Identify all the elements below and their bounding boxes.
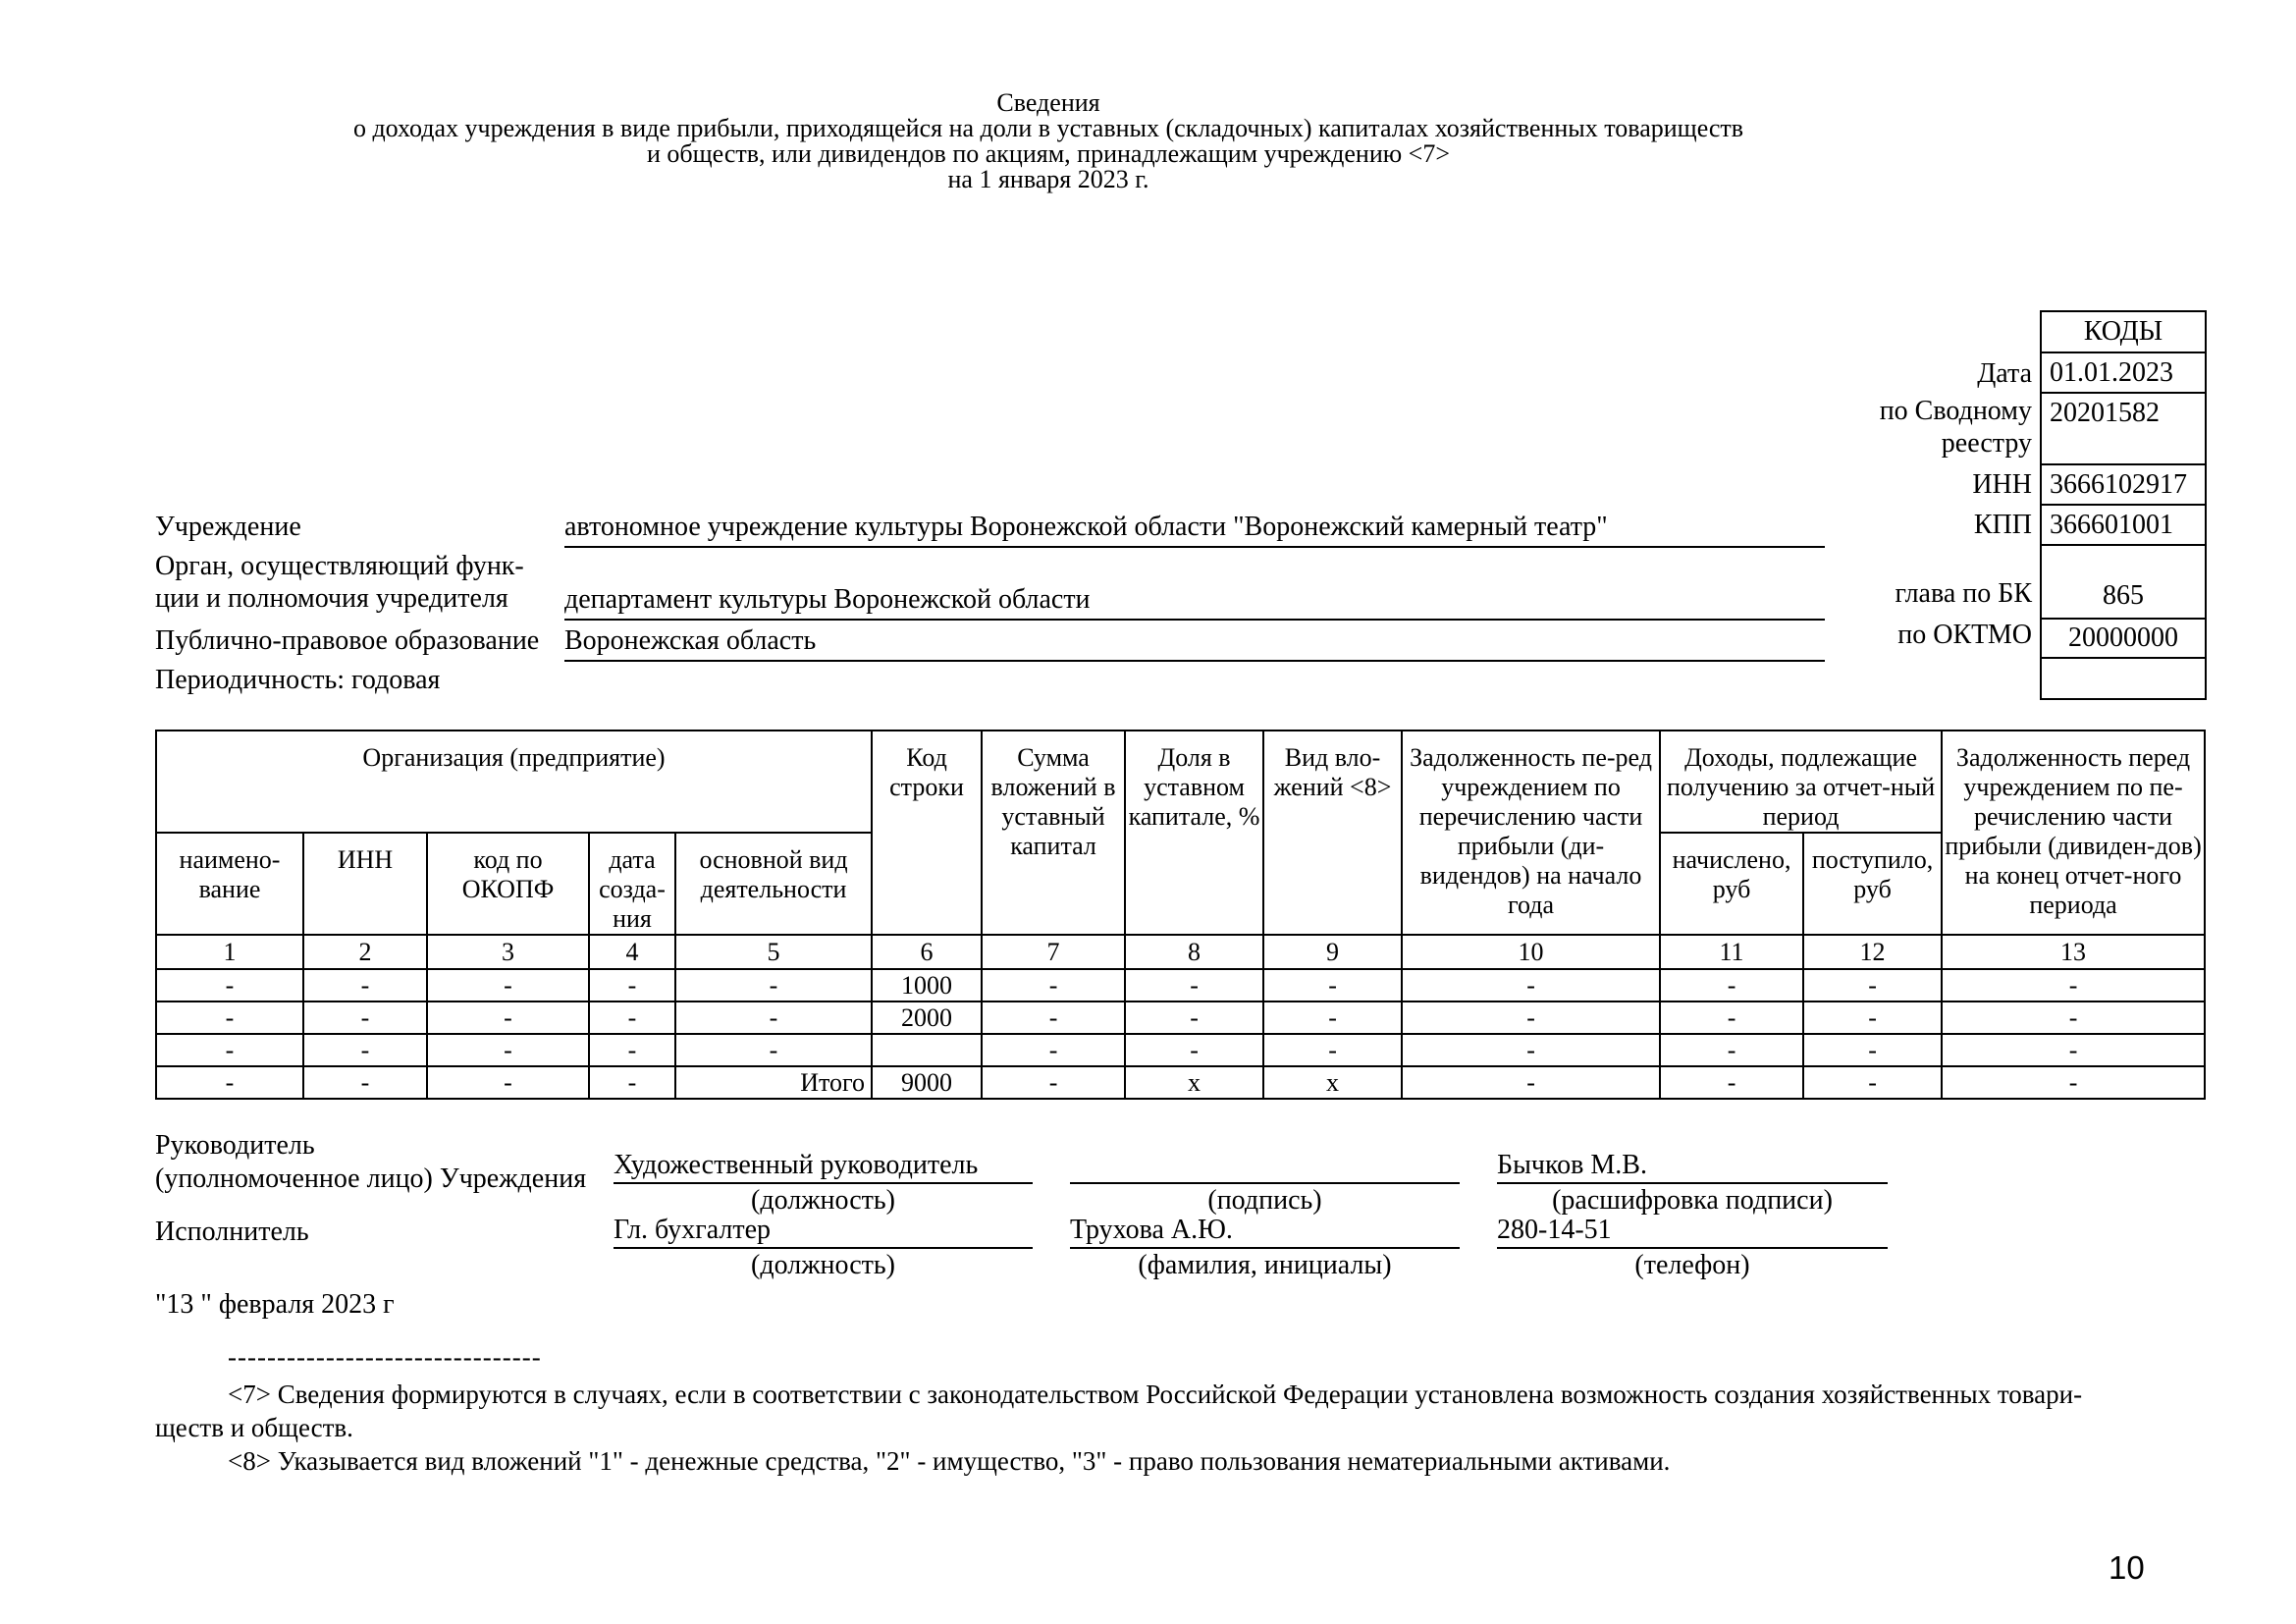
header-creation-date: дата созда-ния — [589, 833, 675, 935]
codes-table — [2040, 310, 2207, 700]
cell: - — [1125, 1001, 1263, 1034]
document-title — [0, 90, 2097, 192]
cell: - — [1803, 1034, 1942, 1066]
code-bk-label: глава по БК — [1895, 578, 2032, 609]
col-number: 2 — [303, 935, 427, 969]
cell: - — [675, 1001, 872, 1034]
cell: - — [1402, 1034, 1660, 1066]
col-number: 12 — [1803, 935, 1942, 969]
col-number: 9 — [1263, 935, 1402, 969]
header-organization-group: Организация (предприятие) — [156, 731, 872, 833]
header-name: наимено-вание — [156, 833, 303, 935]
cell: - — [1402, 1066, 1660, 1099]
code-svod-value: 20201582 — [2041, 393, 2206, 464]
cell: - — [1660, 1066, 1803, 1099]
cell: - — [589, 1001, 675, 1034]
cell: - — [589, 969, 675, 1001]
cell: - — [1402, 1001, 1660, 1034]
header-share: Доля в уставном капитале, % — [1125, 731, 1263, 935]
position-caption: (должность) — [751, 1250, 895, 1280]
cell: - — [303, 969, 427, 1001]
table-row — [156, 969, 2205, 1001]
cell-row-code — [872, 1034, 982, 1066]
code-inn-label: ИНН — [1972, 469, 2032, 500]
phone-caption: (телефон) — [1634, 1250, 1750, 1280]
header-row-code: Код строки — [872, 731, 982, 935]
public-entity-value: Воронежская область — [564, 623, 1825, 662]
executor-phone-value: 280-14-51 — [1497, 1214, 1888, 1249]
cell: - — [589, 1066, 675, 1099]
page-number: 10 — [2109, 1549, 2145, 1586]
head-position-value: Художественный руководитель — [614, 1149, 1033, 1184]
header-debt-end: Задолженность перед учреждением по пе-речислению части прибыли (дивиден-дов) на конец отчет-ного периода — [1942, 731, 2205, 935]
col-number: 10 — [1402, 935, 1660, 969]
header-debt-begin: Задолженность пе-ред учреждением по перечислению части прибыли (ди-видендов) на начало года — [1402, 731, 1660, 935]
cell: - — [1402, 969, 1660, 1001]
header-received: поступило, руб — [1803, 833, 1942, 935]
title-line-3: и обществ, или дивидендов по акциям, принадлежащим учреждению <7> — [646, 139, 1451, 168]
institution-label: Учреждение — [155, 512, 301, 542]
table-row — [156, 1034, 2205, 1066]
cell: - — [1263, 1001, 1402, 1034]
cell: - — [1942, 969, 2205, 1001]
cell: - — [1803, 1066, 1942, 1099]
cell: - — [156, 1001, 303, 1034]
col-number: 3 — [427, 935, 589, 969]
col-number: 7 — [982, 935, 1125, 969]
col-number: 8 — [1125, 935, 1263, 969]
title-line-2: о доходах учреждения в виде прибыли, приходящейся на доли в уставных (складочных) капиталах хозяйственных товариществ — [352, 114, 1744, 142]
cell: - — [982, 1066, 1125, 1099]
code-inn-value: 3666102917 — [2041, 464, 2206, 505]
institution-value: автономное учреждение культуры Воронежской области "Воронежский камерный театр" — [564, 509, 1825, 548]
founder-label-line-2: ции и полномочия учредителя — [155, 583, 508, 614]
investments-table — [155, 730, 2206, 1100]
founder-label — [155, 550, 616, 615]
footnote-7-line-2: ществ и обществ. — [155, 1413, 353, 1442]
cell: - — [156, 969, 303, 1001]
cell: - — [427, 1001, 589, 1034]
cell: - — [303, 1034, 427, 1066]
signature-line — [1070, 1149, 1460, 1184]
header-investment-sum: Сумма вложений в уставный капитал — [982, 731, 1125, 935]
public-entity-label: Публично-правовое образование — [155, 625, 540, 656]
cell: - — [427, 969, 589, 1001]
cell: - — [156, 1034, 303, 1066]
founder-value: департамент культуры Воронежской области — [564, 581, 1825, 621]
total-label: Итого — [675, 1066, 872, 1099]
table-row-total — [156, 1066, 2205, 1099]
cell: - — [303, 1001, 427, 1034]
footnote-7-line-1: <7> Сведения формируются в случаях, если в соответствии с законодательством Российской Федерации установлена возможность создания хозяйственных товари- — [228, 1380, 2083, 1409]
cell: x — [1263, 1066, 1402, 1099]
code-oktmo-value: 20000000 — [2041, 619, 2206, 658]
header-accrued: начислено, руб — [1660, 833, 1803, 935]
cell: x — [1125, 1066, 1263, 1099]
codes-header: КОДЫ — [2041, 311, 2206, 352]
executor-name-value: Трухова А.Ю. — [1070, 1214, 1460, 1249]
cell: - — [1803, 1001, 1942, 1034]
header-inn: ИНН — [303, 833, 427, 935]
cell: - — [1803, 969, 1942, 1001]
signature-caption: (подпись) — [1207, 1185, 1322, 1216]
cell: - — [982, 969, 1125, 1001]
cell: - — [427, 1034, 589, 1066]
cell: - — [427, 1066, 589, 1099]
cell-row-code: 9000 — [872, 1066, 982, 1099]
header-okopf: код по ОКОПФ — [427, 833, 589, 935]
code-date-label: Дата — [1977, 358, 2032, 389]
code-kpp-value: 366601001 — [2041, 505, 2206, 545]
cell: - — [982, 1034, 1125, 1066]
executor-label: Исполнитель — [155, 1217, 309, 1247]
cell: - — [589, 1034, 675, 1066]
title-line-1: Сведения — [996, 88, 1100, 117]
code-bk-value: 865 — [2041, 545, 2206, 619]
col-number: 6 — [872, 935, 982, 969]
header-investment-type: Вид вло-жений <8> — [1263, 731, 1402, 935]
code-oktmo-label: по ОКТМО — [1897, 620, 2032, 650]
cell: - — [156, 1066, 303, 1099]
cell-row-code: 2000 — [872, 1001, 982, 1034]
cell: - — [982, 1001, 1125, 1034]
cell: - — [1125, 1034, 1263, 1066]
cell: - — [1942, 1066, 2205, 1099]
cell: - — [1942, 1034, 2205, 1066]
code-empty-cell — [2041, 658, 2206, 699]
cell: - — [1660, 969, 1803, 1001]
founder-label-line-1: Орган, осуществляющий функ- — [155, 551, 524, 581]
cell: - — [303, 1066, 427, 1099]
footnote-separator: -------------------------------- — [228, 1342, 542, 1372]
footnote-8: <8> Указывается вид вложений "1" - денежные средства, "2" - имущество, "3" - право пользования нематериальными активами. — [228, 1446, 1671, 1476]
title-line-4: на 1 января 2023 г. — [947, 165, 1149, 193]
header-activity: основной вид деятельности — [675, 833, 872, 935]
cell: - — [1263, 969, 1402, 1001]
head-label-line-1: Руководитель — [155, 1130, 315, 1161]
head-name-value: Бычков М.В. — [1497, 1149, 1888, 1184]
col-number: 4 — [589, 935, 675, 969]
cell: - — [1263, 1034, 1402, 1066]
cell: - — [1125, 969, 1263, 1001]
code-svod-label: по Сводному реестру — [1879, 396, 2032, 459]
cell: - — [1660, 1001, 1803, 1034]
document-date: "13 " февраля 2023 г — [155, 1289, 395, 1320]
cell-row-code: 1000 — [872, 969, 982, 1001]
family-caption: (фамилия, инициалы) — [1138, 1250, 1392, 1280]
cell: - — [675, 1034, 872, 1066]
executor-position-value: Гл. бухгалтер — [614, 1214, 1033, 1249]
col-number: 1 — [156, 935, 303, 969]
col-number: 13 — [1942, 935, 2205, 969]
column-number-row — [156, 935, 2205, 969]
col-number: 11 — [1660, 935, 1803, 969]
header-income-group: Доходы, подлежащие получению за отчет-ный период — [1660, 731, 1942, 833]
name-caption: (расшифровка подписи) — [1552, 1185, 1833, 1216]
col-number: 5 — [675, 935, 872, 969]
cell: - — [1942, 1001, 2205, 1034]
table-row — [156, 1001, 2205, 1034]
cell: - — [675, 969, 872, 1001]
head-label-line-2: (уполномоченное лицо) Учреждения — [155, 1164, 587, 1194]
position-caption: (должность) — [751, 1185, 895, 1216]
code-kpp-label: КПП — [1973, 510, 2032, 540]
code-date-value: 01.01.2023 — [2041, 352, 2206, 393]
periodicity-label: Периодичность: годовая — [155, 665, 441, 695]
cell: - — [1660, 1034, 1803, 1066]
